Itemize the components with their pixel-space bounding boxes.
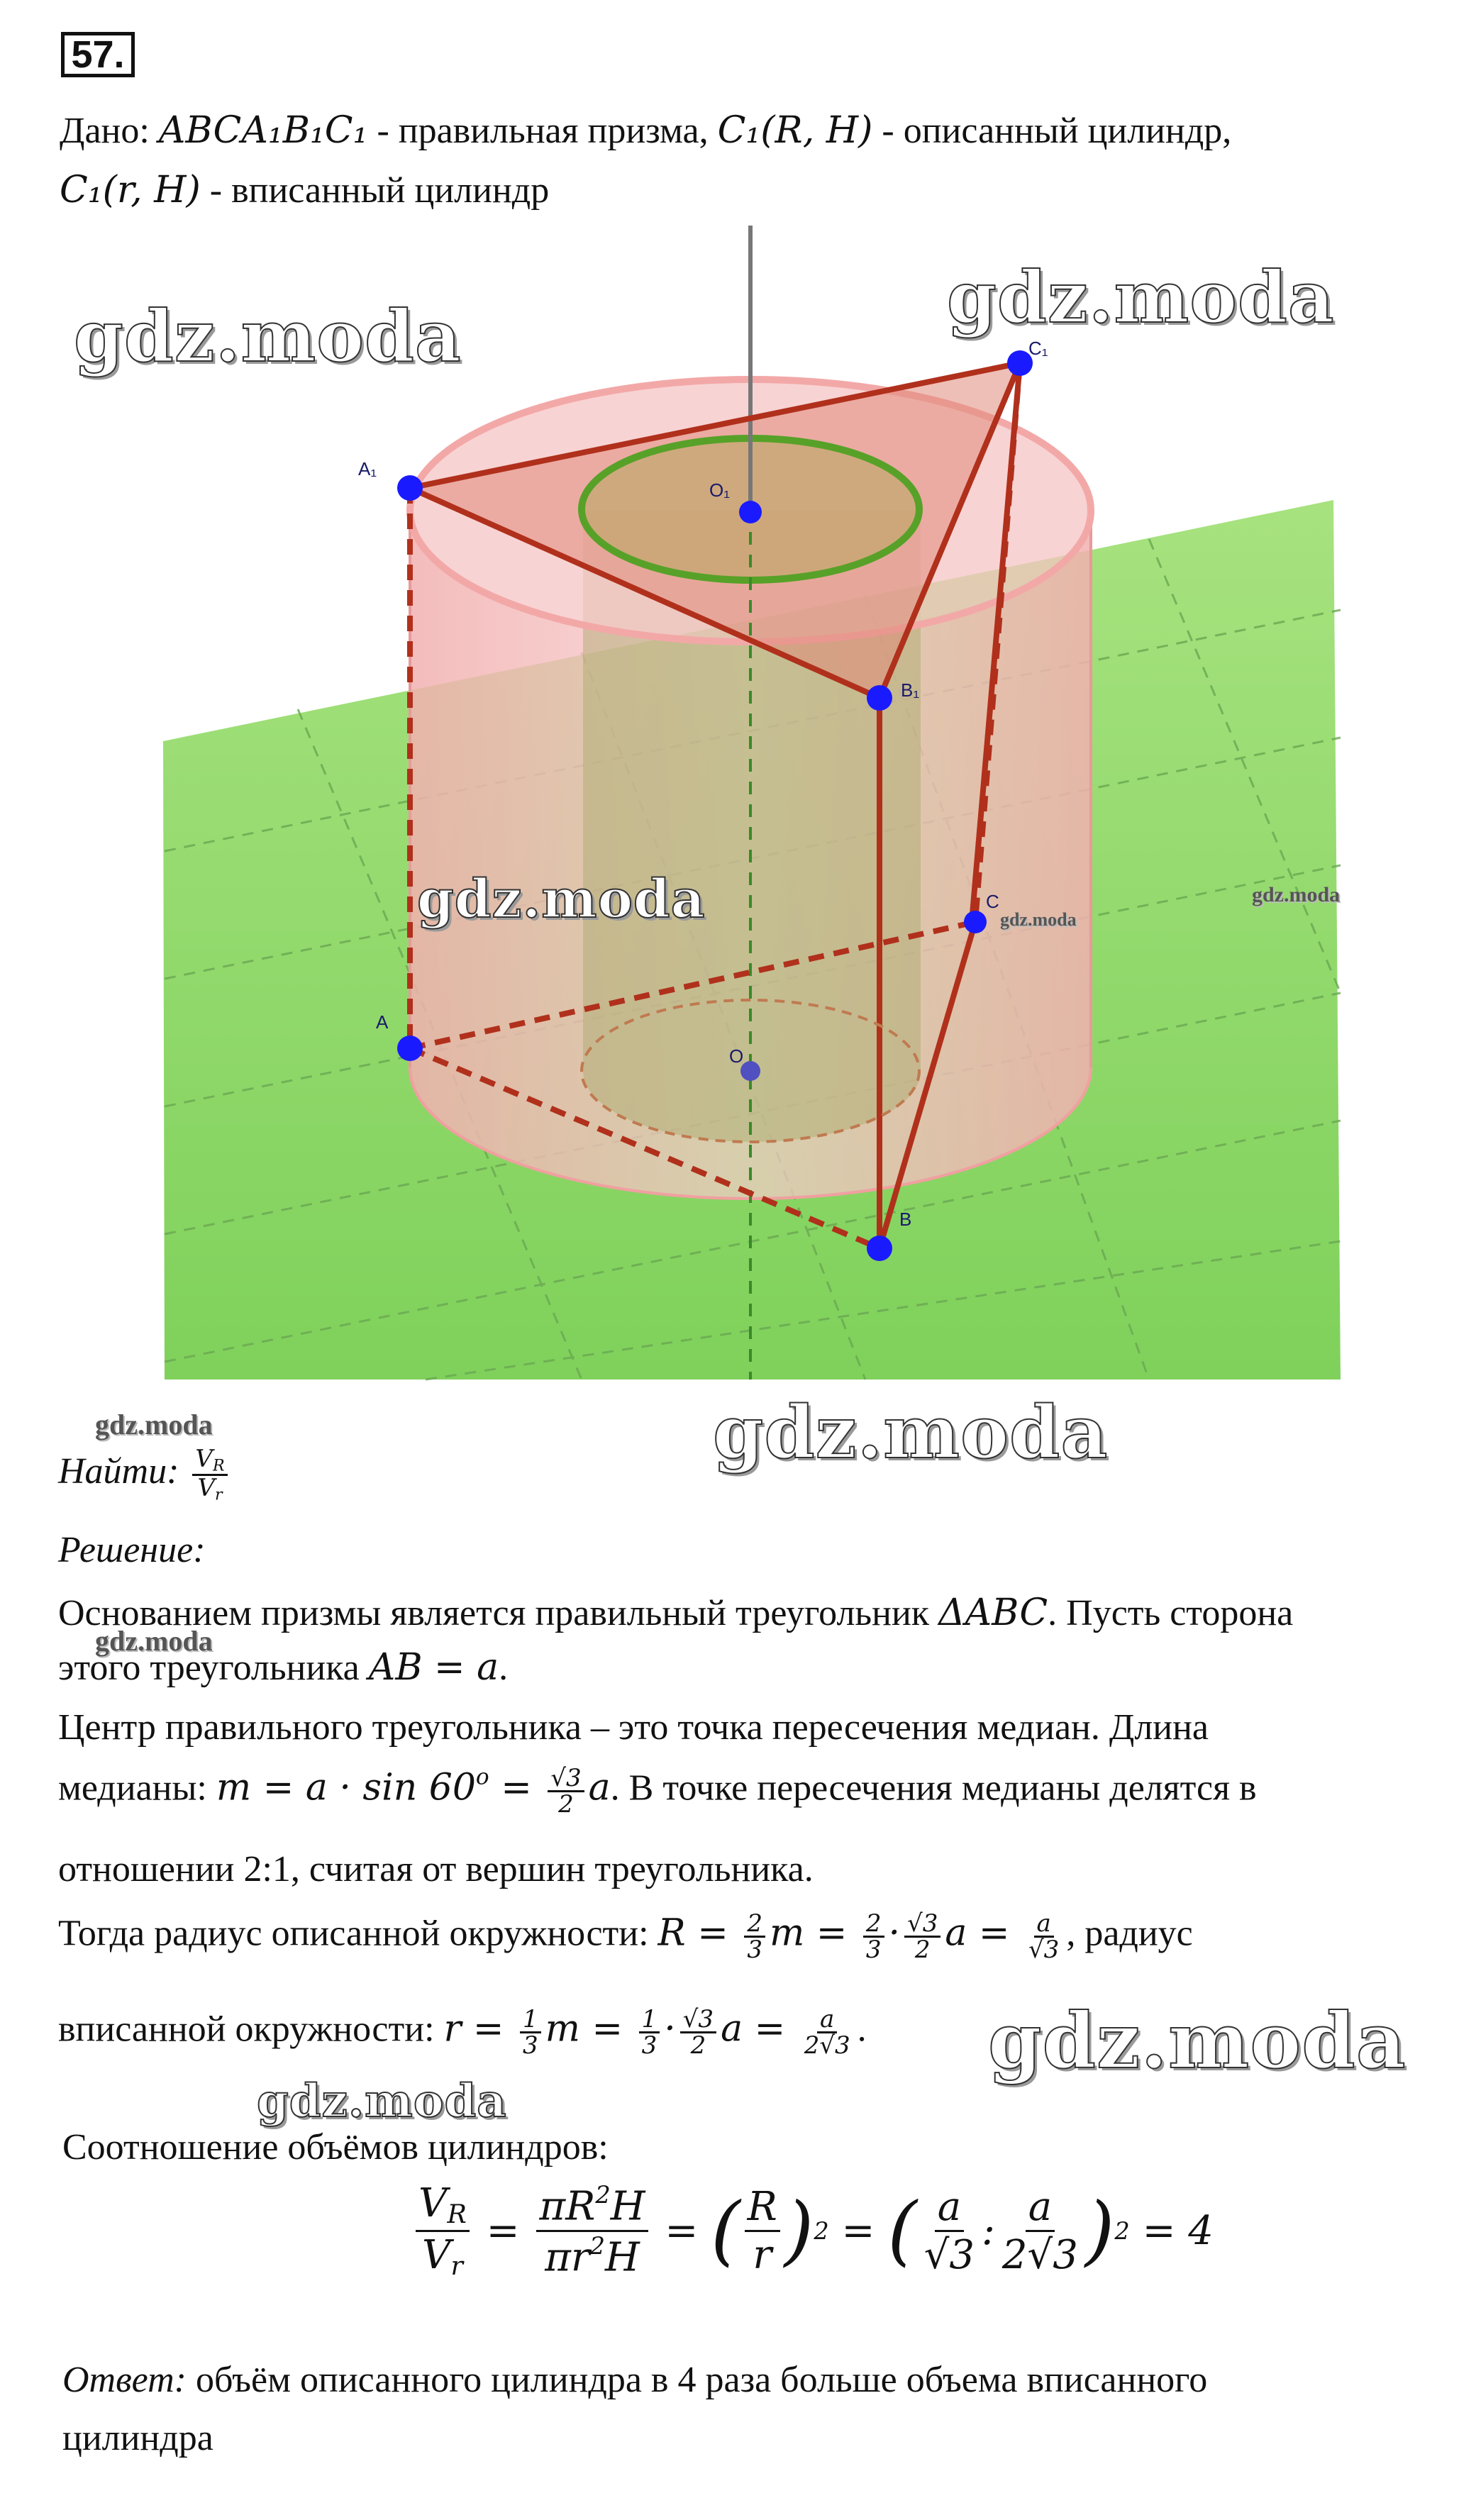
given-inner-cylinder: C₁(r, H)	[60, 169, 201, 211]
solution-line-3: Центр правильного треугольника – это точка пересечения медиан. Длина	[58, 1707, 1209, 1748]
find-fraction: $\frac{V_R}{V_r}$	[192, 1447, 227, 1502]
given-prism: ABCA₁B₁C₁	[158, 109, 368, 152]
watermark-6: gdz.moda	[713, 1390, 1109, 1475]
point-b	[867, 1236, 892, 1261]
find-line	[58, 1447, 232, 1502]
watermark-10: gdz.moda	[257, 2075, 507, 2128]
answer-label: Ответ:	[62, 2360, 187, 2400]
label-a: A	[376, 1011, 389, 1033]
label-c: C	[986, 891, 999, 912]
given-outer-text: - описанный цилиндр,	[882, 111, 1232, 151]
problem-number: 57.	[61, 32, 135, 77]
label-o1: O₁	[709, 479, 730, 501]
find-label: Найти:	[58, 1451, 179, 1492]
given-outer-cylinder: C₁(R, H)	[717, 109, 873, 152]
point-c	[964, 911, 987, 933]
answer-line-2: цилиндра	[62, 2418, 213, 2458]
watermark-1: gdz.moda	[74, 294, 462, 378]
label-c1: C₁	[1028, 338, 1048, 359]
given-label: Дано:	[60, 111, 150, 151]
point-o1	[739, 501, 762, 523]
given-line-1	[60, 109, 1232, 152]
label-a1: A₁	[358, 458, 377, 479]
solution-label: Решение:	[58, 1530, 206, 1570]
watermark-3: gdz.moda	[417, 869, 706, 930]
given-line-2	[60, 169, 550, 211]
solution-line-1: Основанием призмы является правильный треугольник ΔABC. Пусть сторона	[58, 1592, 1294, 1634]
solution-line-5: отношении 2:1, считая от вершин треугольника.	[58, 1849, 814, 1889]
solution-line-4: медианы: $m = a \cdot \sin 60^o$ = $\frac{√3}{2}$ a. В точке пересечения медианы делятся в	[58, 1764, 1257, 1819]
solution-line-6: Тогда радиус описанной окружности: R = $\frac{2}{3}$ m = $\frac{2}{3}$ · $\frac{√3}{2}$ a = $\frac{a}{√3}$ , радиус	[58, 1909, 1193, 1964]
solution-line-7: вписанной окружности: r = $\frac{1}{3}$ m = $\frac{1}{3}$ · $\frac{√3}{2}$ a = $\frac{a}{2√3}$ .	[58, 2005, 867, 2060]
volume-ratio-formula: $\frac{V_R}{V_r}$ = $\frac{\pi R^2H}{\pi r^2H}$ = ( $\frac{R}{r}$ ) 2 = ( $\frac{a}{√3}$ : $\frac{a}{2√3}$ ) 2 = 4	[411, 2177, 1214, 2284]
watermark-8: gdz.moda	[95, 1625, 213, 1657]
point-b1	[867, 685, 892, 711]
label-b: B	[899, 1209, 912, 1230]
watermark-9: gdz.moda	[988, 1997, 1406, 2086]
watermark-4: gdz.moda	[1252, 883, 1341, 906]
label-o: O	[729, 1045, 744, 1067]
watermark-7: gdz.moda	[95, 1409, 213, 1441]
point-a	[397, 1036, 423, 1061]
geometry-figure	[163, 220, 1348, 1383]
watermark-2: gdz.moda	[947, 255, 1335, 339]
formula-result: 4	[1188, 2207, 1214, 2254]
watermark-5: gdz.moda	[1000, 909, 1077, 930]
point-a1	[397, 475, 423, 501]
answer-line-1: Ответ: объём описанного цилиндра в 4 раза больше объема вписанного	[62, 2360, 1208, 2400]
label-b1: B₁	[901, 679, 920, 701]
solution-line-2: этого треугольника AB = a.	[58, 1646, 509, 1689]
given-prism-text: - правильная призма,	[377, 111, 709, 151]
given-inner-text: - вписанный цилиндр	[209, 170, 550, 211]
solution-line-8: Соотношение объёмов цилиндров:	[62, 2127, 609, 2167]
